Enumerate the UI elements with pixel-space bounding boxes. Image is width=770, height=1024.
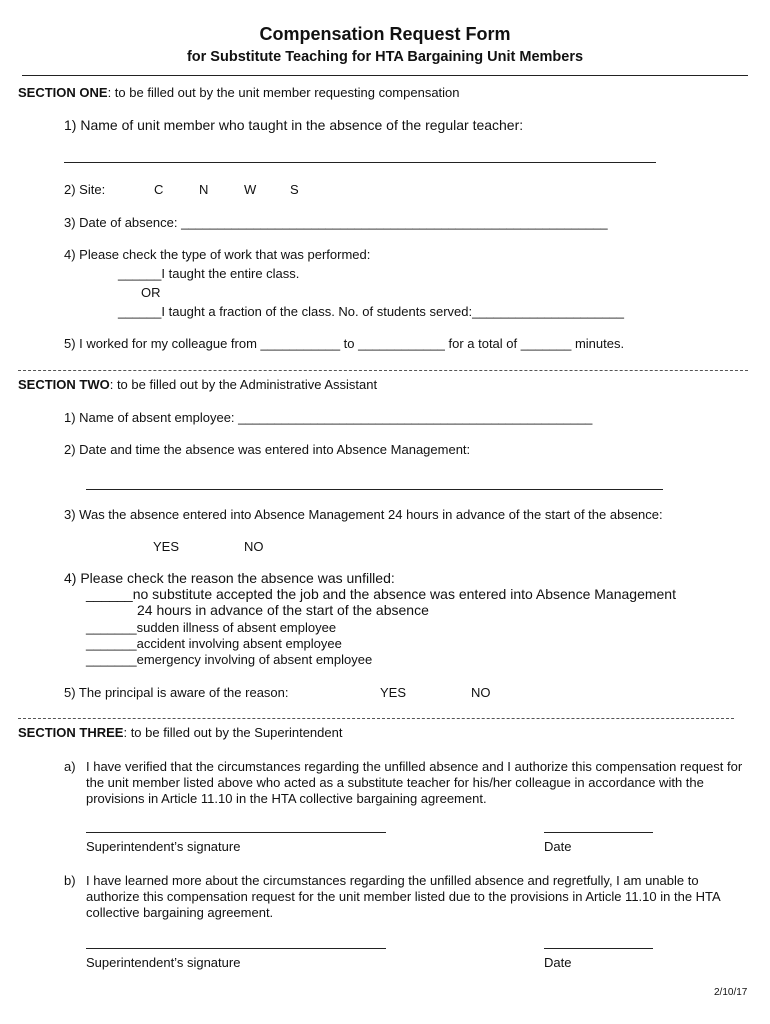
s1-q4-option-fraction[interactable]: ______I taught a fraction of the class. No. of students served:_____________________ xyxy=(118,304,624,319)
s1-q4-label: 4) Please check the type of work that was performed: xyxy=(64,247,371,262)
s2-q4-option-no-substitute-cont: 24 hours in advance of the start of the absence xyxy=(137,602,429,618)
s2-q2-answer-line[interactable] xyxy=(86,489,663,490)
site-option-s[interactable]: S xyxy=(290,182,299,197)
form-title: Compensation Request Form xyxy=(259,24,511,44)
s1-q1-answer-line[interactable] xyxy=(64,162,656,163)
s3-a-text: I have verified that the circumstances regarding the unfilled absence and I authorize this compensation request for the unit member listed above who acted as a substitute teacher for his/her colleague in accordance with the provisions in Article 11.10 in the HTA collective bargaining agreement. xyxy=(86,759,743,806)
s3-a-label[interactable]: a) xyxy=(64,759,76,774)
s3-a-signature-label: Superintendent’s signature xyxy=(86,839,241,854)
form-subtitle: for Substitute Teaching for HTA Bargaining Unit Members xyxy=(186,49,584,65)
section-two-heading: SECTION TWO: to be filled out by the Administrative Assistant xyxy=(18,377,378,392)
s2-q3-no[interactable]: NO xyxy=(244,539,264,554)
s3-b-date-line[interactable] xyxy=(544,948,653,949)
s3-a-signature-line[interactable] xyxy=(86,832,386,833)
s1-q5-minutes[interactable]: 5) I worked for my colleague from ___________ to ____________ for a total of _______ minutes. xyxy=(64,336,625,351)
s2-q4-option-illness[interactable]: _______sudden illness of absent employee xyxy=(86,620,337,635)
s3-a-date-line[interactable] xyxy=(544,832,653,833)
revision-date: 2/10/17 xyxy=(714,987,748,998)
s2-q4-option-accident[interactable]: _______accident involving absent employee xyxy=(86,636,342,651)
s1-q4-or: OR xyxy=(141,285,161,300)
s2-q3-yes[interactable]: YES xyxy=(153,539,180,554)
section-three-heading: SECTION THREE: to be filled out by the Superintendent xyxy=(18,725,343,740)
section-divider xyxy=(18,370,748,371)
s3-b-text: I have learned more about the circumstances regarding the unfilled absence and regretfully, I am unable to authorize this compensation request for the unit member listed due to the provisions in Article 11.10 in the HTA collective bargaining agreement. xyxy=(86,873,720,920)
site-option-c[interactable]: C xyxy=(154,182,164,197)
s3-b-signature-label: Superintendent’s signature xyxy=(86,955,241,970)
s3-b-signature-line[interactable] xyxy=(86,948,386,949)
s2-q5-label: 5) The principal is aware of the reason: xyxy=(64,685,289,700)
s1-q4-option-entire-class[interactable]: ______I taught the entire class. xyxy=(118,266,300,281)
s2-q4-option-no-substitute[interactable]: ______no substitute accepted the job and the absence was entered into Absence Management xyxy=(86,586,676,602)
section-one-heading: SECTION ONE: to be filled out by the unit member requesting compensation xyxy=(18,85,460,100)
s2-q2-label: 2) Date and time the absence was entered into Absence Management: xyxy=(64,442,471,457)
s2-q1-absent-employee[interactable]: 1) Name of absent employee: _________________________________________________ xyxy=(64,410,593,425)
s3-a-date-label: Date xyxy=(544,839,572,854)
s3-b-date-label: Date xyxy=(544,955,572,970)
s3-b-label[interactable]: b) xyxy=(64,873,76,888)
header-divider xyxy=(22,75,748,76)
s2-q4-option-emergency[interactable]: _______emergency involving of absent employee xyxy=(86,652,373,667)
s2-q5-yes[interactable]: YES xyxy=(380,685,407,700)
s2-q3-label: 3) Was the absence entered into Absence Management 24 hours in advance of the start of the absence: xyxy=(64,507,663,522)
s1-q2-label: 2) Site: xyxy=(64,182,106,197)
section-divider xyxy=(18,718,734,719)
site-option-n[interactable]: N xyxy=(199,182,209,197)
site-option-w[interactable]: W xyxy=(244,182,257,197)
s1-q3-date-of-absence[interactable]: 3) Date of absence: ___________________________________________________________ xyxy=(64,215,608,230)
s1-q1-label: 1) Name of unit member who taught in the absence of the regular teacher: xyxy=(64,117,524,133)
s2-q4-label: 4) Please check the reason the absence was unfilled: xyxy=(64,570,395,586)
s2-q5-no[interactable]: NO xyxy=(471,685,491,700)
